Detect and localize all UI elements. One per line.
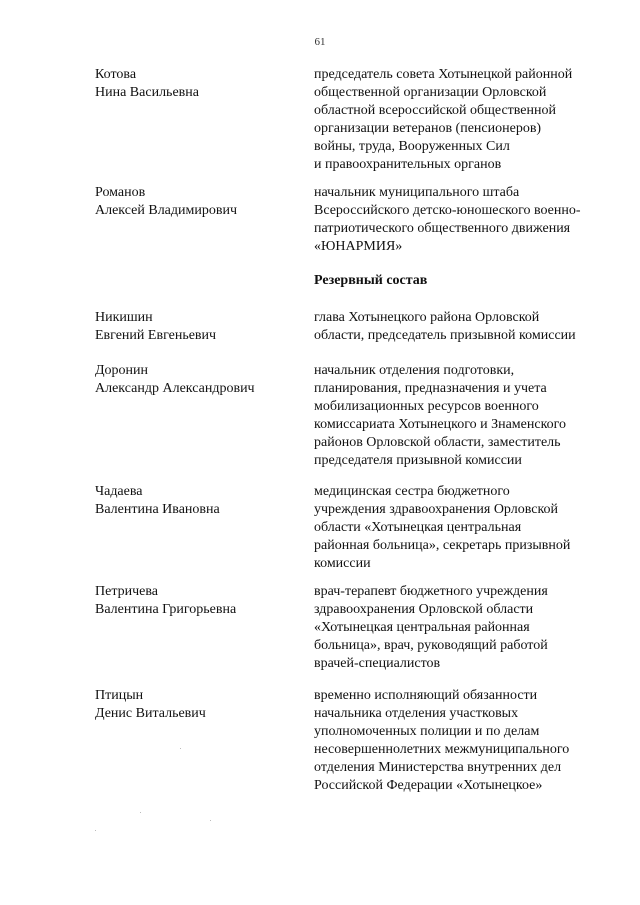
scan-speck — [95, 830, 96, 831]
member-role: глава Хотынецкого района Орловской области, председатель призывной комиссии — [314, 310, 576, 343]
scan-speck — [180, 748, 181, 749]
member-name: Романов Алексей Владимирович — [95, 185, 238, 218]
member-name: Котова Нина Васильевна — [95, 67, 199, 100]
member-role: медицинская сестра бюджетного учреждения здравоохранения Орловской области «Хотынецкая центральная районная больница», секретарь призывной комиссии — [314, 484, 571, 571]
member-role: начальник отделения подготовки, планирования, предназначения и учета мобилизационных ресурсов военного комиссариата Хотынецкого и Знаменского районов Орловской области, заместитель председателя призывной комиссии — [314, 363, 567, 468]
member-name: Чадаева Валентина Ивановна — [95, 484, 220, 517]
member-role: временно исполняющий обязанности начальника отделения участковых уполномоченных полиции и по делам несовершеннолетних межмуниципального отделения Министерства внутренних дел Российской Федерации «Хотынецкое» — [314, 688, 570, 793]
member-role: врач-терапевт бюджетного учреждения здравоохранения Орловской области «Хотынецкая центральная районная больница», врач, руководящий работой врачей-специалистов — [314, 584, 548, 671]
member-name: Петричева Валентина Григорьевна — [95, 584, 237, 617]
member-name: Доронин Александр Александрович — [95, 363, 255, 396]
page-number: 61 — [314, 36, 326, 48]
reserve-section-title: Резервный состав — [314, 273, 428, 288]
scan-speck — [210, 820, 211, 821]
scan-speck — [140, 812, 141, 813]
member-name: Птицын Денис Витальевич — [95, 688, 206, 721]
member-role: начальник муниципального штаба Всероссийского детско-юношеского военно- патриотического общественного движения «ЮНАРМИЯ» — [314, 185, 581, 254]
member-name: Никишин Евгений Евгеньевич — [95, 310, 217, 343]
member-role: председатель совета Хотынецкой районной общественной организации Орловской областной всероссийской общественной организации ветеранов (пенсионеров) войны, труда, Вооруженных Сил и правоохранительных органов — [314, 67, 573, 172]
